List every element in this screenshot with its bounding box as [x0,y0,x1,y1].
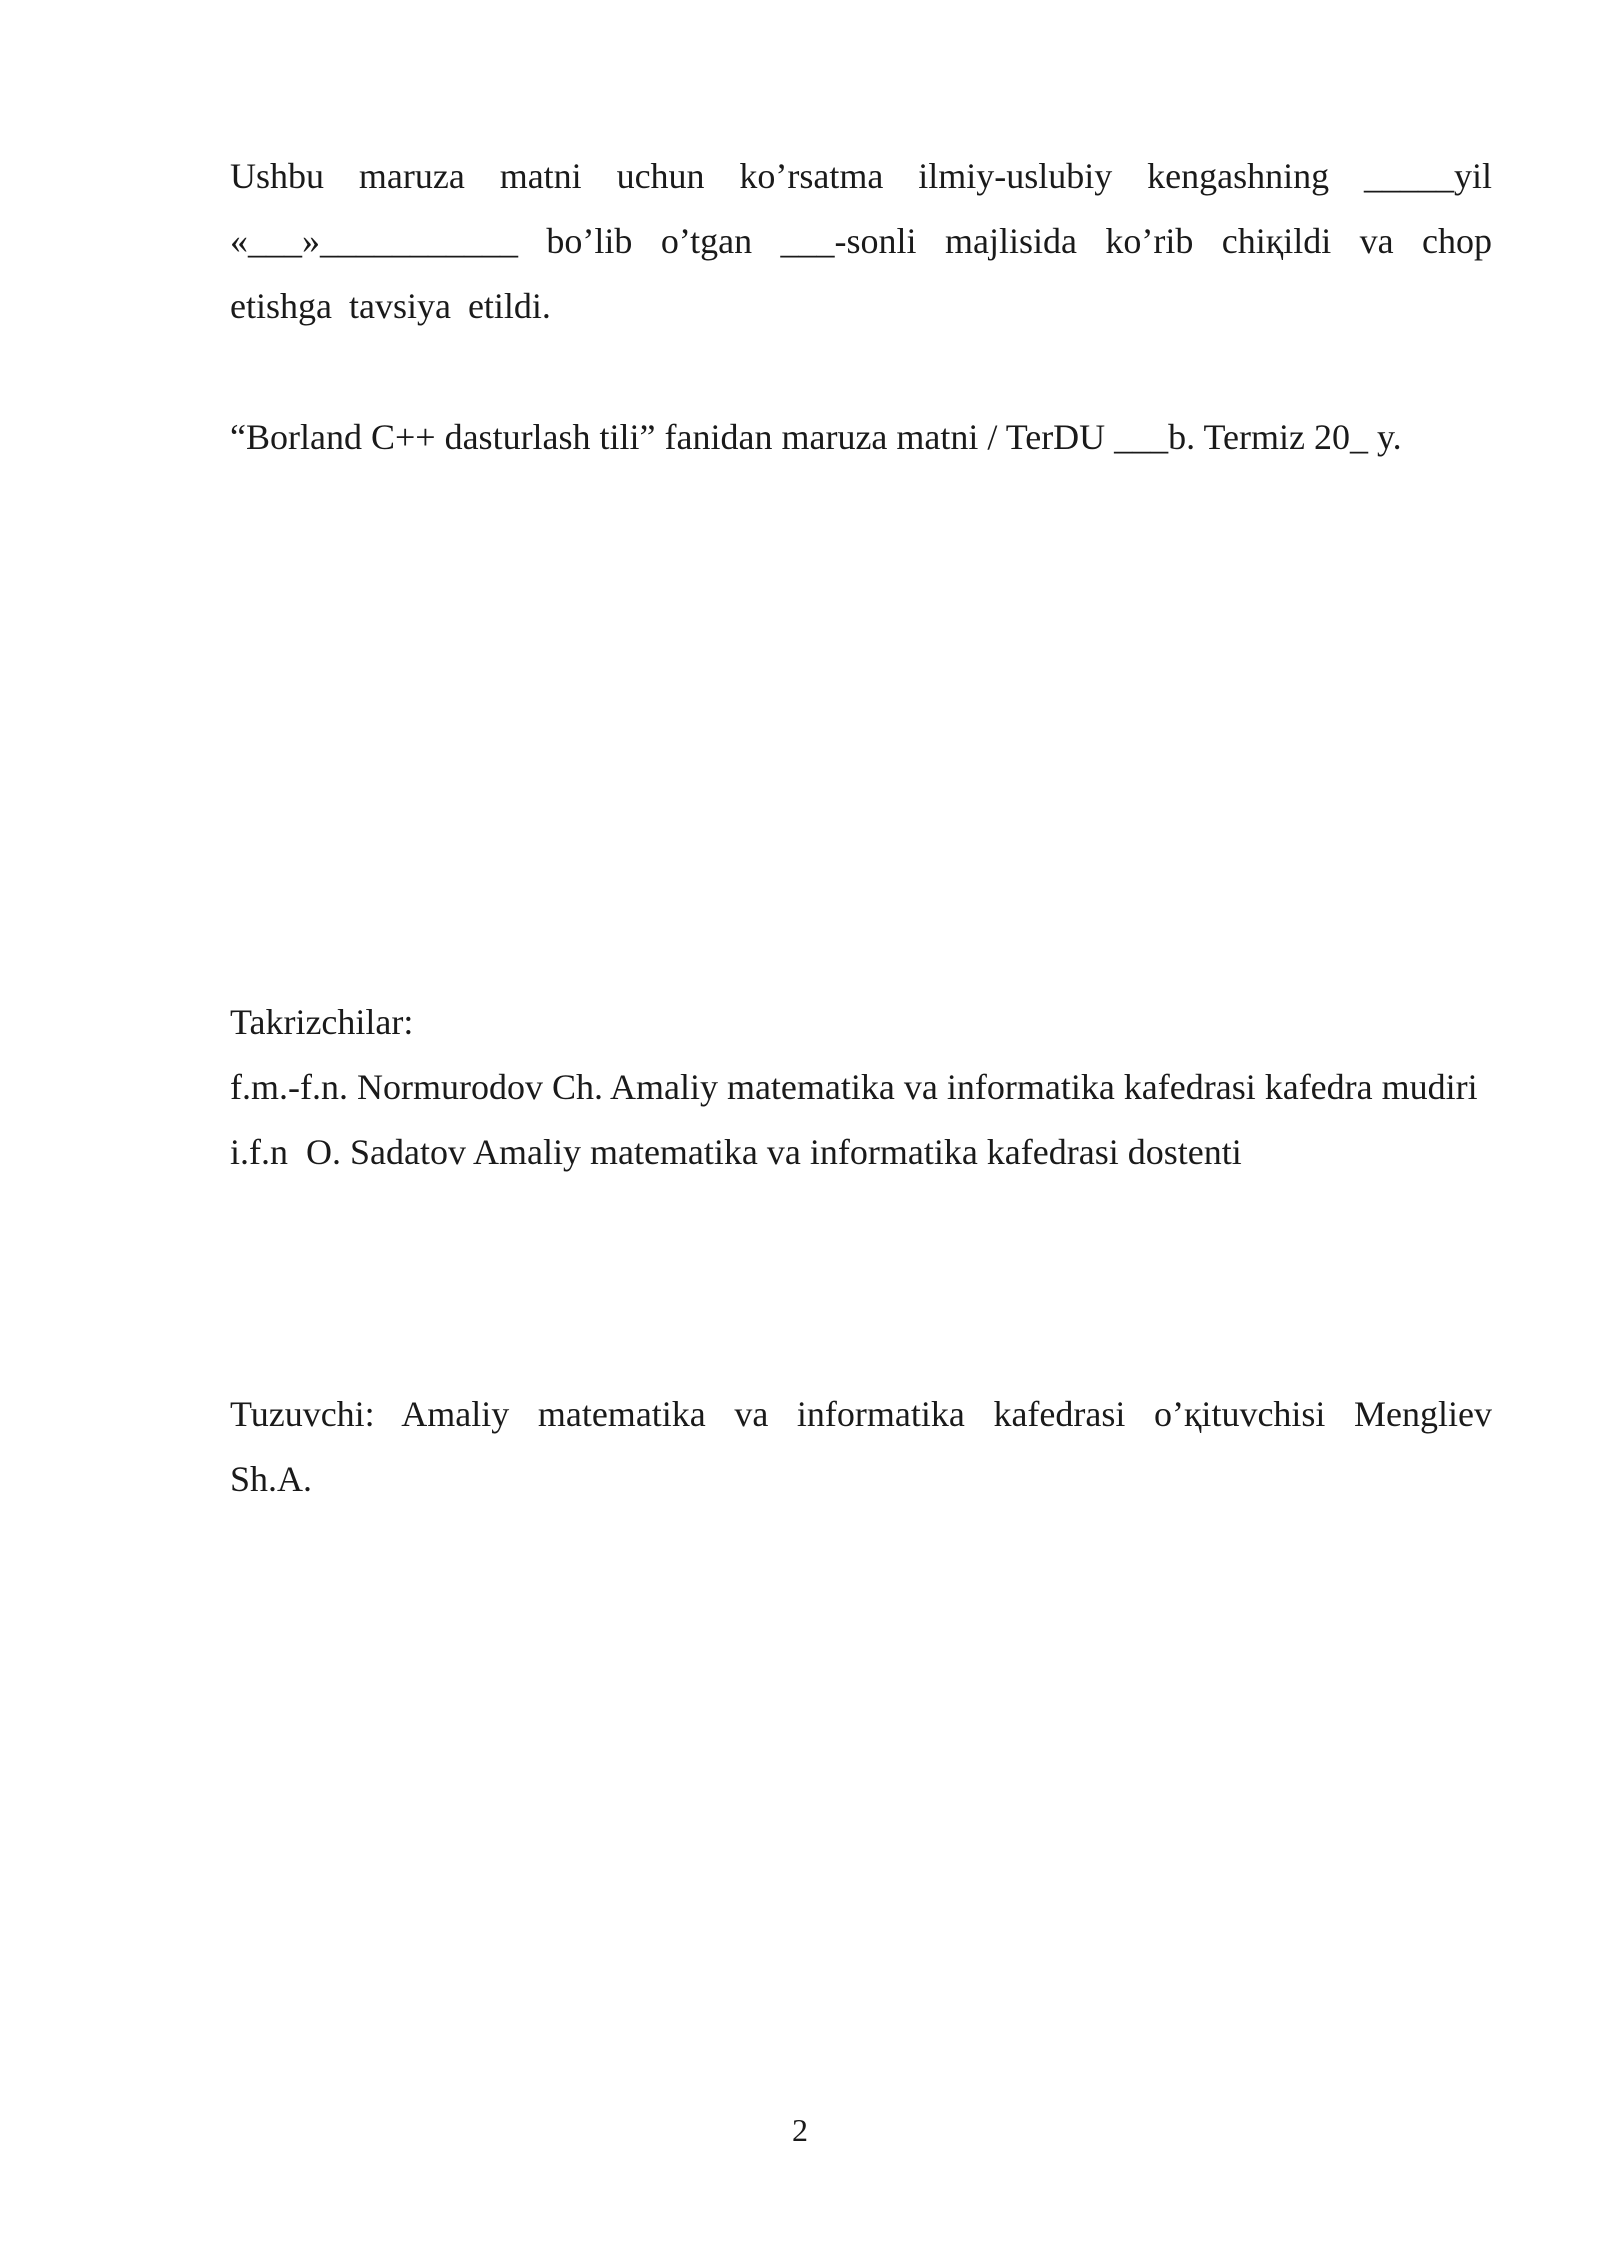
approval-paragraph: Ushbu maruza matni uchun ko’rsatma ilmiy-uslubiy kengashning _____yil «___»___________ bo’lib o’tgan ___-sonli majlisida ko’rib chiқildi va chop etishga tavsiya etildi. [230,156,1492,326]
reviewer-entry: i.f.n O. Sadatov Amaliy matematika va informatika kafedrasi dostenti [230,1132,1242,1172]
citation-paragraph: “Borland C++ dasturlash tili” fanidan maruza matni / TerDU ___b. Termiz 20_ y. [230,417,1402,457]
page-number: 2 [792,2112,808,2148]
reviewer-entry: f.m.-f.n. Normurodov Ch. Amaliy matematika va informatika kafedrasi kafedra mudiri [230,1067,1478,1107]
reviewers-heading: Takrizchilar: [230,1002,414,1042]
reviewers-section [230,990,1492,1185]
compiler-paragraph: Tuzuvchi: Amaliy matematika va informatika kafedrasi o’қituvchisi Mengliev Sh.A. [230,1394,1492,1499]
